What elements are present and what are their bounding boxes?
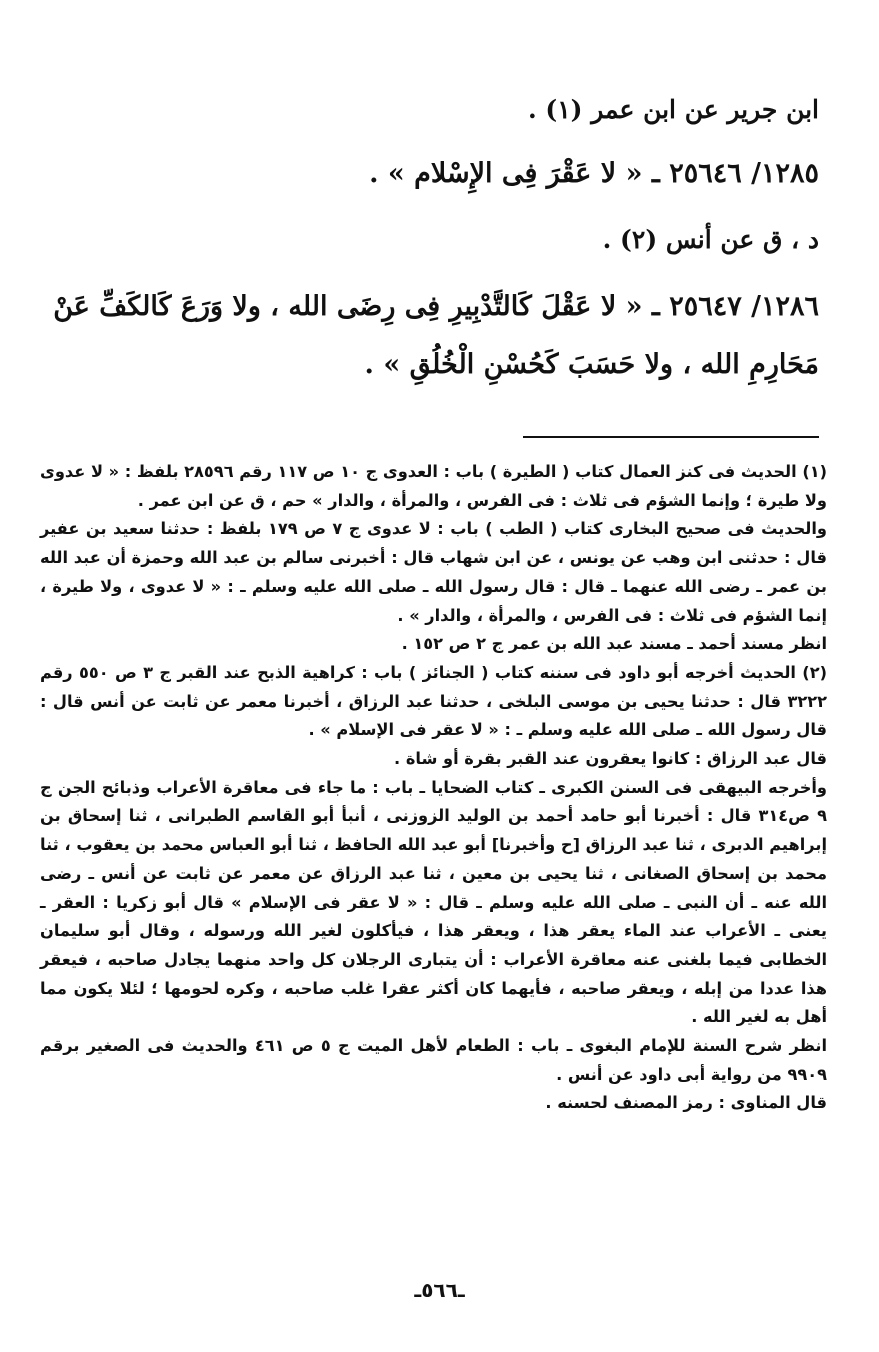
- hadith-1285: ١٢٨٥/ ٢٥٦٤٦ ـ « لا عَقْرَ فِى الإِسْلام » .: [369, 158, 819, 189]
- footnote-paragraph: قال المناوى : رمز المصنف لحسنه .: [545, 1093, 827, 1113]
- footnote-paragraph: انظر مسند أحمد ـ مسند عبد الله بن عمر ج ٢ ص ١٥٢ .: [401, 634, 827, 654]
- hadith-source-line: د ، ق عن أنس (٢) .: [602, 225, 819, 254]
- footnote-paragraph: انظر شرح السنة للإمام البغوى ـ باب : الطعام لأهل الميت ج ٥ ص ٤٦١ والحديث فى الصغير برقم ٩٩٠٩ من رواية أبى داود عن أنس .: [40, 1036, 828, 1084]
- footnote-divider: [523, 436, 819, 438]
- footnotes: [40, 458, 827, 1118]
- footnote-paragraph: قال عبد الرزاق : كانوا يعقرون عند القبر بقرة أو شاة .: [394, 749, 827, 769]
- footnote-2: (٢) الحديث أخرجه أبو داود فى سننه كتاب ( الجنائز ) باب : كراهية الذبح عند القبر ج ٣ ص ٥٥٠ رقم ٣٢٢٢ قال : حدثنا يحيى بن موسى البلخى ، حدثنا عبد الرزاق ، أخبرنا معمر عن ثابت عن أنس قال : قال رسول الله ـ صلى الله عليه وسلم ـ : « لا عقر فى الإسلام » .: [40, 662, 828, 740]
- hadith-text: [40, 92, 819, 394]
- footnote-1: (١) الحديث فى كنز العمال كتاب ( الطيرة ) باب : العدوى ج ١٠ ص ١١٧ رقم ٢٨٥٩٦ بلفظ : « لا عدوى ولا طيرة ؛ وإنما الشؤم فى ثلاث : فى الفرس ، والمرأة ، والدار » حم ، ق عن ابن عمر .: [40, 462, 828, 510]
- page-number: ـ٥٦٦ـ: [414, 1278, 465, 1302]
- hadith-source-line: ابن جرير عن ابن عمر (١) .: [527, 95, 819, 124]
- hadith-1286: ١٢٨٦/ ٢٥٦٤٧ ـ « لا عَقْلَ كَالتَّدْبِيرِ فِى رِضَى الله ، ولا وَرَعَ كَالكَفِّ عَنْ مَحَارِمِ الله ، ولا حَسَبَ كَحُسْنِ الْخُلُقِ » .: [53, 291, 819, 380]
- footnote-paragraph: والحديث فى صحيح البخارى كتاب ( الطب ) باب : لا عدوى ج ٧ ص ١٧٩ بلفظ : حدثنا سعيد بن عفير قال : حدثنى ابن وهب عن يونس ، عن ابن شهاب قال : أخبرنى سالم بن عبد الله وحمزة أن عبد الله بن عمر ـ رضى الله عنهما ـ قال : قال رسول الله ـ صلى الله عليه وسلم ـ : « لا عدوى ، ولا طيرة ، إنما الشؤم فى ثلاث : فى الفرس ، والمرأة ، والدار » .: [40, 519, 827, 625]
- footnote-paragraph: وأخرجه البيهقى فى السنن الكبرى ـ كتاب الضحايا ـ باب : ما جاء فى معاقرة الأعراب وذبائح الجن ج ٩ ص٣١٤ قال : أخبرنا أبو حامد أحمد بن الوليد الزوزنى ، أنبأ أبو القاسم الطبرانى ، ثنا إسحاق بن إبراهيم الدبرى ، ثنا عبد الرزاق [ح وأخبرنا] أبو عبد الله الحافظ ، ثنا أبو العباس محمد بن يعقوب ، ثنا محمد بن إسحاق الصغانى ، ثنا يحيى بن معين ، ثنا عبد الرزاق عن معمر عن ثابت عن أنس ـ رضى الله عنه ـ أن النبى ـ صلى الله عليه وسلم ـ قال : « لا عقر فى الإسلام » قال أبو زكريا : العقر ـ يعنى ـ الأعراب عند الماء يعقر هذا ، ويعقر هذا ، فيأكلون لغير الله ورسوله ، وقال أبو سليمان الخطابى فيما بلغنى عنه معاقرة الأعراب : أن يتبارى الرجلان كل واحد منهما يجادل صاحبه ، فيعقر هذا عددا من إبله ، ويعقر صاحبه ، فأيهما كان أكثر عقرا غلب صاحبه ، وكره لحومها ؛ لئلا يكون مما أهل به لغير الله .: [40, 777, 827, 1027]
